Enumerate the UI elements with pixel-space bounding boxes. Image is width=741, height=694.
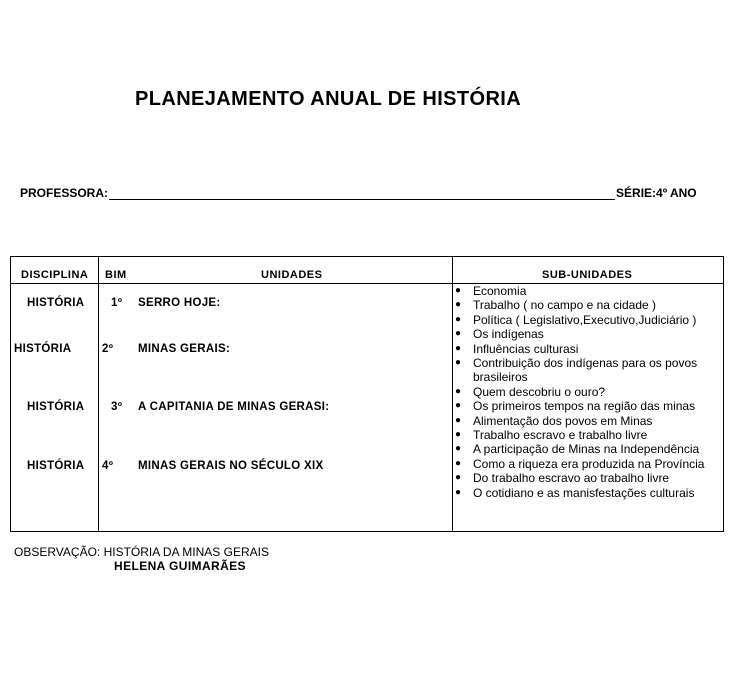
row2-unit: MINAS GERAIS: (138, 343, 231, 355)
author-name: HELENA GUIMARÃES (114, 559, 246, 573)
bullet-icon: ● (455, 328, 462, 340)
subunit-text: Influências culturasi (473, 341, 579, 356)
bullet-icon: ● (455, 299, 462, 311)
subunit-text: Do trabalho escravo ao trabalho livre (473, 471, 670, 486)
subunit-text: Alimentação dos povos em Minas (473, 413, 653, 428)
subunit-text: Trabalho ( no campo e na cidade ) (473, 298, 656, 313)
row4-term: 4º (102, 460, 114, 472)
column-divider (98, 257, 99, 531)
subunit-item (454, 428, 722, 442)
header-units: UNIDADES (261, 269, 323, 281)
bullet-icon: ● (455, 400, 462, 412)
header-discipline: DISCIPLINA (21, 269, 89, 281)
page-title: PLANEJAMENTO ANUAL DE HISTÓRIA (135, 88, 522, 110)
observation-note: OBSERVAÇÃO: HISTÓRIA DA MINAS GERAIS (14, 545, 269, 559)
column-divider (452, 257, 453, 531)
row3-discipline: HISTÓRIA (27, 401, 85, 413)
subunit-item (454, 327, 722, 341)
subunit-item (454, 457, 722, 471)
subunit-item (454, 414, 722, 428)
bullet-icon: ● (455, 342, 462, 354)
row2-term: 2º (102, 343, 114, 355)
subunit-text: Os primeiros tempos na região das minas (473, 399, 696, 414)
bullet-icon: ● (455, 414, 462, 426)
row3-unit: A CAPITANIA DE MINAS GERASI: (138, 401, 330, 413)
subunit-item (454, 471, 722, 485)
row2-discipline: HISTÓRIA (14, 343, 72, 355)
subunit-text: Como a riqueza era produzida na Província (473, 456, 705, 471)
teacher-name-blank (109, 186, 615, 200)
bullet-icon: ● (455, 285, 462, 296)
row1-unit: SERRO HOJE: (138, 297, 221, 309)
bullet-icon: ● (455, 457, 462, 469)
row1-term: 1º (111, 297, 123, 309)
subunit-text: Contribuição dos indígenas para os povos brasileiros (473, 356, 698, 385)
subunit-item (454, 356, 722, 385)
bullet-icon: ● (455, 385, 462, 397)
subunit-item (454, 442, 722, 456)
bullet-icon: ● (455, 357, 462, 369)
subunit-item (454, 342, 722, 356)
bullet-icon: ● (455, 313, 462, 325)
subunit-item (454, 298, 722, 312)
header-term: BIM (105, 269, 127, 281)
subunit-text: Os indígenas (473, 327, 544, 342)
subunit-text: Economia (473, 284, 527, 298)
grade-label: SÉRIE:4º ANO (616, 186, 697, 200)
bullet-icon: ● (455, 472, 462, 484)
row4-unit: MINAS GERAIS NO SÉCULO XIX (138, 460, 324, 472)
bullet-icon: ● (455, 443, 462, 455)
subunit-item (454, 284, 722, 298)
row1-discipline: HISTÓRIA (27, 297, 85, 309)
subunit-text: O cotidiano e as manisfestações culturais (473, 485, 695, 500)
bullet-icon: ● (455, 429, 462, 441)
subunit-item (454, 385, 722, 399)
planning-table (10, 256, 724, 532)
subunit-item (454, 486, 722, 500)
teacher-label: PROFESSORA: (20, 186, 109, 200)
teacher-grade-line (20, 186, 700, 200)
subunit-item (454, 313, 722, 327)
subunit-item (454, 399, 722, 413)
subunit-text: Quem descobriu o ouro? (473, 384, 606, 399)
subunit-text: Política ( Legislativo,Executivo,Judiciário ) (473, 312, 697, 327)
header-subunits: SUB-UNIDADES (542, 269, 633, 281)
subunit-text: A participação de Minas na Independência (473, 442, 700, 457)
bullet-icon: ● (455, 486, 462, 498)
row4-discipline: HISTÓRIA (27, 460, 85, 472)
subunits-list (454, 284, 722, 500)
subunit-text: Trabalho escravo e trabalho livre (473, 428, 648, 443)
row3-term: 3º (111, 401, 123, 413)
